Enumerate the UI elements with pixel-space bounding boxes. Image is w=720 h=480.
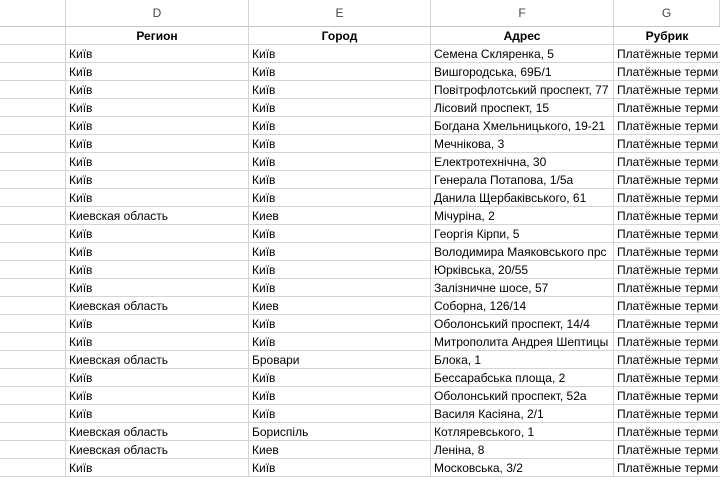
cell-address[interactable]: Василя Касіяна, 2/1 <box>431 405 614 423</box>
cell-address[interactable]: Повітрофлотський проспект, 77 <box>431 81 614 99</box>
cell-rubric[interactable]: Платёжные терми <box>614 387 720 405</box>
row-cell-blank[interactable] <box>0 207 66 225</box>
cell-region[interactable]: Київ <box>66 279 249 297</box>
cell-rubric[interactable]: Платёжные терми <box>614 369 720 387</box>
cell-rubric[interactable]: Платёжные терми <box>614 225 720 243</box>
cell-city[interactable]: Київ <box>249 279 431 297</box>
row-cell-blank[interactable] <box>0 261 66 279</box>
row-cell-blank[interactable] <box>0 225 66 243</box>
cell-region[interactable]: Київ <box>66 261 249 279</box>
table-row <box>0 81 720 99</box>
table-row <box>0 63 720 81</box>
table-row <box>0 351 720 369</box>
row-cell-blank[interactable] <box>0 189 66 207</box>
cell-rubric[interactable]: Платёжные терми <box>614 459 720 477</box>
cell-city[interactable]: Київ <box>249 459 431 477</box>
row-cell-blank[interactable] <box>0 333 66 351</box>
cell-address[interactable]: Володимира Маяковського прс <box>431 243 614 261</box>
row-cell-blank[interactable] <box>0 117 66 135</box>
cell-city[interactable]: Київ <box>249 45 431 63</box>
header-cell-blank[interactable] <box>0 27 66 45</box>
cell-address[interactable]: Мечнікова, 3 <box>431 135 614 153</box>
header-cell-rubric[interactable]: Рубрик <box>614 27 720 45</box>
table-row <box>0 387 720 405</box>
header-cell-city[interactable]: Город <box>249 27 431 45</box>
cell-region[interactable]: Київ <box>66 333 249 351</box>
cell-rubric[interactable]: Платёжные терми <box>614 207 720 225</box>
table-row <box>0 297 720 315</box>
cell-region[interactable]: Київ <box>66 171 249 189</box>
cell-address[interactable]: Оболонський проспект, 14/4 <box>431 315 614 333</box>
cell-region[interactable]: Київ <box>66 81 249 99</box>
row-cell-blank[interactable] <box>0 135 66 153</box>
cell-address[interactable]: Мічуріна, 2 <box>431 207 614 225</box>
row-cell-blank[interactable] <box>0 405 66 423</box>
table-row <box>0 225 720 243</box>
row-cell-blank[interactable] <box>0 351 66 369</box>
cell-rubric[interactable]: Платёжные терми <box>614 297 720 315</box>
row-cell-blank[interactable] <box>0 297 66 315</box>
cell-address[interactable]: Юрківська, 20/55 <box>431 261 614 279</box>
table-row <box>0 369 720 387</box>
cell-address[interactable]: Бессарабська площа, 2 <box>431 369 614 387</box>
row-cell-blank[interactable] <box>0 243 66 261</box>
cell-region[interactable]: Київ <box>66 369 249 387</box>
cell-city[interactable]: Бориспіль <box>249 423 431 441</box>
cell-city[interactable]: Київ <box>249 405 431 423</box>
cell-rubric[interactable]: Платёжные терми <box>614 423 720 441</box>
cell-address[interactable]: Котляревського, 1 <box>431 423 614 441</box>
cell-city[interactable]: Київ <box>249 117 431 135</box>
cell-address[interactable]: Оболонський проспект, 52а <box>431 387 614 405</box>
cell-rubric[interactable]: Платёжные терми <box>614 315 720 333</box>
cell-region[interactable]: Киевская область <box>66 423 249 441</box>
cell-region[interactable]: Київ <box>66 459 249 477</box>
cell-address[interactable]: Вишгородська, 69Б/1 <box>431 63 614 81</box>
cell-rubric[interactable]: Платёжные терми <box>614 243 720 261</box>
cell-region[interactable]: Київ <box>66 99 249 117</box>
table-row <box>0 153 720 171</box>
table-row <box>0 333 720 351</box>
cell-city[interactable]: Киев <box>249 297 431 315</box>
cell-city[interactable]: Київ <box>249 387 431 405</box>
cell-region[interactable]: Київ <box>66 315 249 333</box>
cell-region[interactable]: Київ <box>66 189 249 207</box>
table-row <box>0 189 720 207</box>
cell-address[interactable]: Митрополита Андрея Шептицы <box>431 333 614 351</box>
table-row <box>0 99 720 117</box>
cell-address[interactable]: Георгія Кірпи, 5 <box>431 225 614 243</box>
column-letter-g[interactable]: G <box>614 0 720 26</box>
row-cell-blank[interactable] <box>0 369 66 387</box>
cell-region[interactable]: Київ <box>66 387 249 405</box>
cell-city[interactable]: Київ <box>249 225 431 243</box>
row-cell-blank[interactable] <box>0 81 66 99</box>
cell-rubric[interactable]: Платёжные терми <box>614 153 720 171</box>
cell-city[interactable]: Київ <box>249 243 431 261</box>
cell-city[interactable]: Київ <box>249 261 431 279</box>
cell-rubric[interactable]: Платёжные терми <box>614 117 720 135</box>
cell-city[interactable]: Київ <box>249 81 431 99</box>
cell-address[interactable]: Генерала Потапова, 1/5а <box>431 171 614 189</box>
cell-rubric[interactable]: Платёжные терми <box>614 441 720 459</box>
cell-address[interactable]: Залізничне шосе, 57 <box>431 279 614 297</box>
cell-region[interactable]: Київ <box>66 45 249 63</box>
table-row <box>0 279 720 297</box>
column-letter-d[interactable]: D <box>66 0 249 26</box>
table-row <box>0 405 720 423</box>
cell-city[interactable]: Київ <box>249 333 431 351</box>
cell-rubric[interactable]: Платёжные терми <box>614 171 720 189</box>
cell-city[interactable]: Киев <box>249 207 431 225</box>
cell-address[interactable]: Лісовий проспект, 15 <box>431 99 614 117</box>
cell-city[interactable]: Київ <box>249 135 431 153</box>
cell-city[interactable]: Київ <box>249 171 431 189</box>
table-row <box>0 171 720 189</box>
column-letter-blank[interactable] <box>0 0 66 26</box>
cell-region[interactable]: Київ <box>66 135 249 153</box>
cell-address[interactable]: Московська, 3/2 <box>431 459 614 477</box>
header-row <box>0 27 720 45</box>
table-row <box>0 459 720 477</box>
row-cell-blank[interactable] <box>0 279 66 297</box>
cell-region[interactable]: Киевская область <box>66 207 249 225</box>
cell-region[interactable]: Київ <box>66 405 249 423</box>
table-row <box>0 315 720 333</box>
cell-rubric[interactable]: Платёжные терми <box>614 405 720 423</box>
row-cell-blank[interactable] <box>0 63 66 81</box>
cell-address[interactable]: Данила Щербаківського, 61 <box>431 189 614 207</box>
cell-rubric[interactable]: Платёжные терми <box>614 351 720 369</box>
table-row <box>0 117 720 135</box>
row-cell-blank[interactable] <box>0 459 66 477</box>
cell-rubric[interactable]: Платёжные терми <box>614 189 720 207</box>
table-row <box>0 207 720 225</box>
table-row <box>0 261 720 279</box>
cell-region[interactable]: Киевская область <box>66 297 249 315</box>
cell-city[interactable]: Київ <box>249 153 431 171</box>
cell-rubric[interactable]: Платёжные терми <box>614 279 720 297</box>
row-cell-blank[interactable] <box>0 441 66 459</box>
cell-address[interactable]: Леніна, 8 <box>431 441 614 459</box>
cell-region[interactable]: Киевская область <box>66 351 249 369</box>
row-cell-blank[interactable] <box>0 423 66 441</box>
table-row <box>0 135 720 153</box>
column-letter-e[interactable]: E <box>249 0 431 26</box>
cell-city[interactable]: Бровари <box>249 351 431 369</box>
table-row <box>0 45 720 63</box>
column-letter-f[interactable]: F <box>431 0 614 26</box>
cell-rubric[interactable]: Платёжные терми <box>614 81 720 99</box>
row-cell-blank[interactable] <box>0 171 66 189</box>
cell-region[interactable]: Київ <box>66 243 249 261</box>
table-row <box>0 441 720 459</box>
row-cell-blank[interactable] <box>0 45 66 63</box>
cell-city[interactable]: Київ <box>249 189 431 207</box>
header-cell-region[interactable]: Регион <box>66 27 249 45</box>
cell-address[interactable]: Блока, 1 <box>431 351 614 369</box>
cell-region[interactable]: Київ <box>66 153 249 171</box>
column-letter-header <box>0 0 720 27</box>
cell-city[interactable]: Київ <box>249 369 431 387</box>
row-cell-blank[interactable] <box>0 387 66 405</box>
cell-region[interactable]: Київ <box>66 117 249 135</box>
cell-address[interactable]: Богдана Хмельницького, 19-21 <box>431 117 614 135</box>
cell-city[interactable]: Київ <box>249 99 431 117</box>
cell-rubric[interactable]: Платёжные терми <box>614 261 720 279</box>
cell-address[interactable]: Семена Скляренка, 5 <box>431 45 614 63</box>
row-cell-blank[interactable] <box>0 315 66 333</box>
cell-city[interactable]: Киев <box>249 441 431 459</box>
cell-region[interactable]: Київ <box>66 225 249 243</box>
cell-rubric[interactable]: Платёжные терми <box>614 333 720 351</box>
cell-region[interactable]: Киевская область <box>66 441 249 459</box>
cell-rubric[interactable]: Платёжные терми <box>614 63 720 81</box>
row-cell-blank[interactable] <box>0 153 66 171</box>
cell-rubric[interactable]: Платёжные терми <box>614 45 720 63</box>
cell-address[interactable]: Соборна, 126/14 <box>431 297 614 315</box>
cell-rubric[interactable]: Платёжные терми <box>614 135 720 153</box>
cell-city[interactable]: Київ <box>249 315 431 333</box>
header-cell-address[interactable]: Адрес <box>431 27 614 45</box>
table-row <box>0 243 720 261</box>
cell-address[interactable]: Електротехнічна, 30 <box>431 153 614 171</box>
cell-region[interactable]: Київ <box>66 63 249 81</box>
cell-city[interactable]: Київ <box>249 63 431 81</box>
row-cell-blank[interactable] <box>0 99 66 117</box>
table-row <box>0 423 720 441</box>
cell-rubric[interactable]: Платёжные терми <box>614 99 720 117</box>
